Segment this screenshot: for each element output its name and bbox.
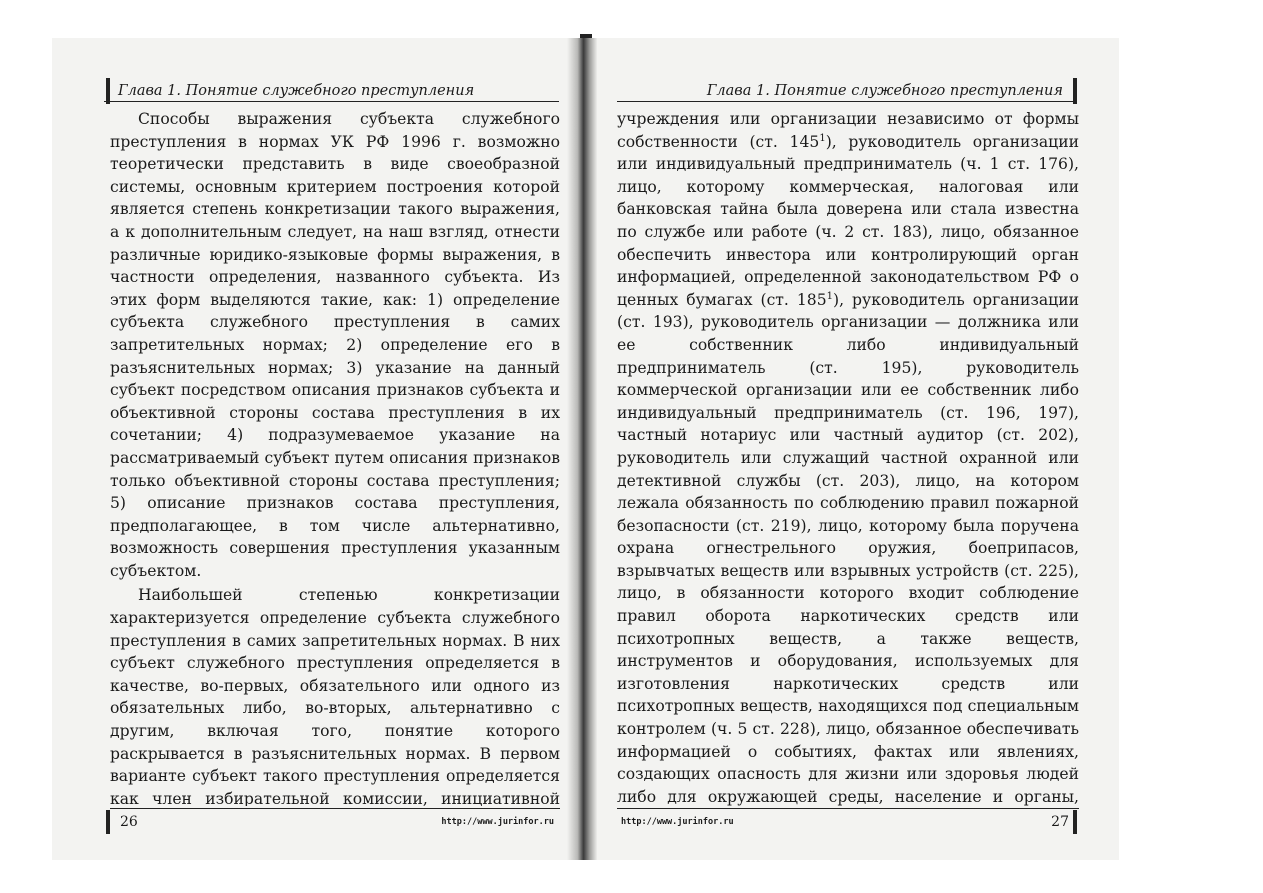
superscript: 1 [819,132,826,144]
text-run: ), руководитель организации или индивидуальный предприниматель (ч. 1 ст. 176), лицо, которому коммерческая, налоговая или банковская тайна была доверена или стала известна по службе или работе (ч. 2 ст. 183), лицо, обязанное обеспечить инвестора или контролирующий орган информацией, определенной законодательством РФ о ценных бумагах (ст. 185 [617,132,1079,309]
running-header: Глава 1. Понятие служебного преступления [104,80,559,102]
paragraph: Способы выражения субъекта служебного преступления в нормах УК РФ 1996 г. возможно теоретически представить в виде своеобразной системы, основным критерием построения которой является степень конкретизации такого выражения, а к дополнительным следует, на наш взгляд, отнести различные юридико-языковые формы выражения, в частности определения, названного субъекта. Из этих форм выделяются такие, как: 1) определение субъекта служебного преступления в самих запретительных нормах; 2) определение его в разъяснительных нормах; 3) указание на данный субъект посредством описания признаков субъекта и объективной стороны состава преступления в их сочетании; 4) подразумеваемое указание на рассматриваемый субъект путем описания признаков только объективной стороны состава преступления; 5) описание признаков состава преступления, предполагающее, в том числе альтернативно, возможность совершения преступления указанным субъектом. [110,110,560,580]
page-number: 26 [120,814,138,830]
page-body [110,108,560,806]
running-header: Глава 1. Понятие служебного преступления [617,80,1077,102]
page-footer [617,808,1079,831]
page-body [617,108,1079,806]
book-spread [52,38,1119,860]
page-number: 27 [1051,814,1069,830]
left-page [52,38,567,860]
paragraph: Наибольшей степенью конкретизации характеризуется определение субъекта служебного преступления в самих запретительных нормах. В них субъект служебного преступления определяется в качестве, во-первых, обязательного или одного из обязательных либо, во-вторых, альтернативно с другим, включая того, понятие которого раскрывается в разъяснительных нормах. В первом варианте субъект такого преступления определяется как член избирательной комиссии, инициативной [110,586,560,806]
text-run: ), руководитель организации (ст. 193), руководитель организации — должника или ее собственник либо индивидуальный предприниматель (ст. 195), руководитель коммерческой организации или ее собственник либо индивидуальный предприниматель (ст. 196, 197), частный нотариус или частный аудитор (ст. 202), руководитель или служащий частной охранной или детективной службы (ст. 203), лицо, на котором лежала обязанность по соблюдению правил пожарной безопасности (ст. 219), лицо, которому была поручена охрана огнестрельного оружия, боеприпасов, взрывчатых веществ или взрывных устройств (ст. 225), лицо, в обязанности которого входит соблюдение правил оборота наркотических средств или психотропных веществ, а также веществ, инструментов и оборудования, используемых для изготовления наркотических средств или психотропных веществ, находящихся под специальным контролем (ч. 5 ст. 228), лицо, обязанное обеспечивать информацией о событиях, фактах или явлениях, создающих опасность для жизни или здоровья людей либо для окружающей среды, население и органы, [617,290,1079,806]
paragraph [617,108,1079,806]
superscript: 1 [826,290,834,302]
text-run: учреждения или организации независимо от формы собственности (ст. 145 [617,110,1079,151]
page-footer [110,808,560,831]
footer-url: http://www.jurinfor.ru [441,817,554,827]
book-gutter [567,38,597,860]
footer-url: http://www.jurinfor.ru [621,817,734,827]
right-page [597,38,1119,860]
